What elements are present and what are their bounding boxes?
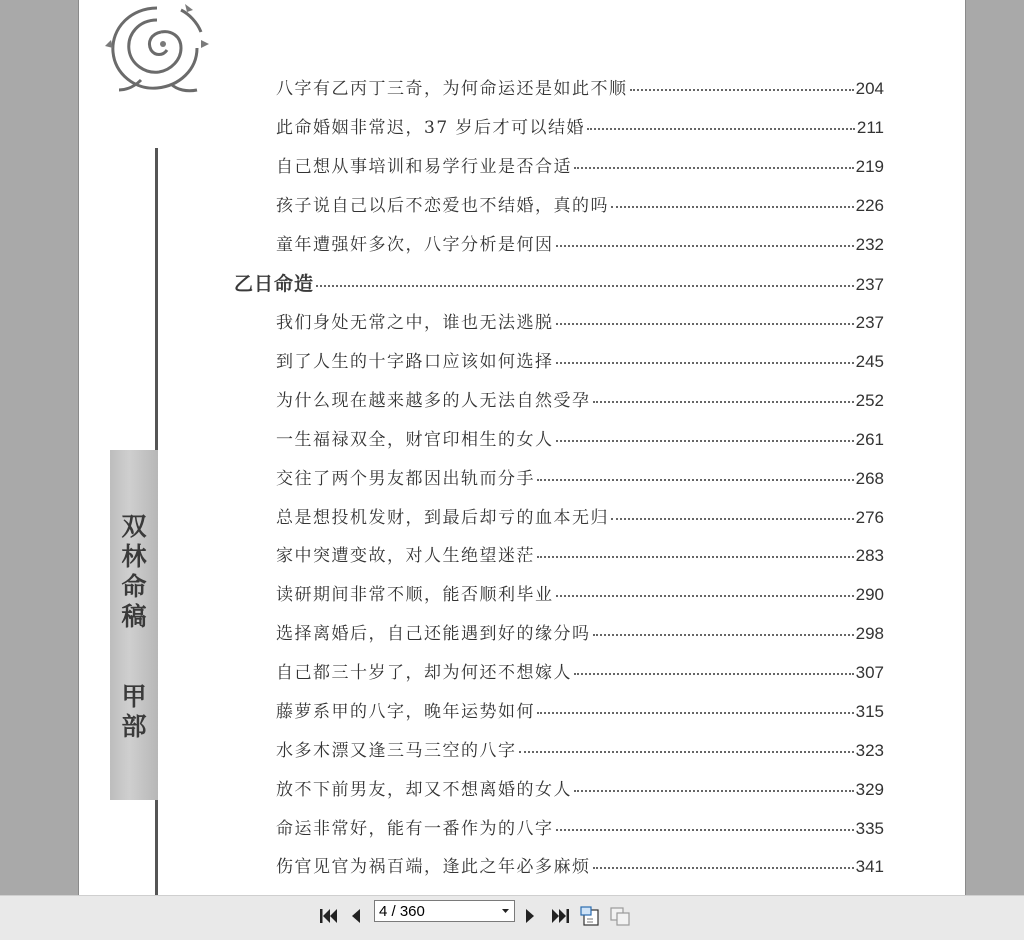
toc-section-title: 乙日命造 — [234, 273, 315, 295]
toc-entry[interactable] — [276, 231, 884, 259]
toc-leader-dots — [519, 735, 854, 753]
toc-leader-dots — [556, 424, 854, 442]
toc-entry[interactable] — [276, 192, 884, 220]
toc-entry-title: 自己都三十岁了，却为何还不想嫁人 — [276, 663, 572, 683]
toc-leader-dots — [316, 269, 854, 287]
toc-entry-page: 268 — [855, 469, 884, 488]
toc-entry-title: 放不下前男友，却又不想离婚的女人 — [276, 780, 572, 800]
side-subtitle-char: 部 — [121, 712, 147, 741]
fit-page-button[interactable] — [578, 903, 602, 929]
toc-leader-dots — [611, 502, 854, 520]
toc-entry-page: 237 — [855, 313, 884, 332]
toc-entry-page: 226 — [855, 196, 884, 215]
toc-entry-title: 八字有乙丙丁三奇，为何命运还是如此不顺 — [276, 79, 628, 99]
toc-entry-title: 我们身处无常之中，谁也无法逃脱 — [276, 313, 554, 333]
toc-entry[interactable] — [276, 465, 884, 493]
toc-entry[interactable] — [276, 387, 884, 415]
fit-page-icon — [579, 905, 601, 927]
toc-leader-dots — [537, 463, 854, 481]
page-indicator: 4 / 360 — [379, 902, 425, 920]
toc-entry-page: 329 — [855, 780, 884, 799]
toc-entry-title: 童年遭强奸多次，八字分析是何因 — [276, 235, 554, 255]
toc-leader-dots — [574, 657, 854, 675]
toc-leader-dots — [574, 151, 854, 169]
previous-page-icon — [349, 907, 363, 925]
next-page-icon — [523, 907, 537, 925]
book-side-subtitle — [110, 682, 158, 742]
toc-entry-page: 283 — [855, 546, 884, 565]
toc-section[interactable] — [234, 270, 884, 298]
toc-entry-title: 家中突遭变故，对人生绝望迷茫 — [276, 546, 535, 566]
first-page-icon — [319, 907, 339, 925]
toc-leader-dots — [593, 618, 854, 636]
toc-entry-title: 一生福禄双全，财官印相生的女人 — [276, 430, 554, 450]
side-title-char: 林 — [121, 542, 147, 571]
toc-entry-page: 315 — [855, 702, 884, 721]
toc-entry-title: 读研期间非常不顺，能否顺利毕业 — [276, 585, 554, 605]
toc-entry-page: 261 — [855, 430, 884, 449]
toc-entry-page: 290 — [855, 585, 884, 604]
last-page-button[interactable] — [548, 903, 572, 929]
toc-entry-page: 307 — [855, 663, 884, 682]
toc-entry-title: 总是想投机发财，到最后却亏的血本无归 — [276, 508, 609, 528]
toc-entry-page: 245 — [855, 352, 884, 371]
toc-entry-page: 252 — [855, 391, 884, 410]
side-subtitle-char: 甲 — [121, 682, 147, 711]
toc-entry-page: 204 — [855, 79, 884, 98]
side-title-char: 命 — [121, 572, 147, 601]
toc-leader-dots — [611, 190, 854, 208]
toc-entry[interactable] — [276, 348, 884, 376]
side-title-char: 稿 — [121, 602, 147, 631]
toc-leader-dots — [556, 229, 854, 247]
toc-entry-page: 298 — [855, 624, 884, 643]
toc-entry[interactable] — [276, 853, 884, 881]
toc-leader-dots — [556, 346, 854, 364]
toc-entry[interactable] — [276, 75, 884, 103]
toc-entry[interactable] — [276, 309, 884, 337]
toc-section-page: 237 — [855, 275, 884, 294]
previous-page-button[interactable] — [346, 903, 366, 929]
first-page-button[interactable] — [318, 903, 340, 929]
toc-entry[interactable] — [276, 737, 884, 765]
toc-entry-title: 藤萝系甲的八字，晚年运势如何 — [276, 702, 535, 722]
toc-entry-title: 水多木漂又逢三马三空的八字 — [276, 741, 517, 761]
toc-entry[interactable] — [276, 581, 884, 609]
toc-entry-page: 232 — [855, 235, 884, 254]
chevron-down-icon — [501, 906, 510, 916]
toc-entry-title: 到了人生的十字路口应该如何选择 — [276, 352, 554, 372]
toc-leader-dots — [593, 851, 854, 869]
dragon-ornament — [101, 0, 213, 95]
toc-leader-dots — [537, 540, 854, 558]
toc-entry[interactable] — [276, 659, 884, 687]
toc-entry-title: 自己想从事培训和易学行业是否合适 — [276, 157, 572, 177]
toc-entry-title: 此命婚姻非常迟，37 岁后才可以结婚 — [276, 118, 586, 138]
page-number-select[interactable] — [374, 900, 515, 922]
toc-leader-dots — [587, 112, 855, 130]
toc-entry-page: 335 — [855, 819, 884, 838]
next-page-button[interactable] — [520, 903, 540, 929]
toc-entry-title: 为什么现在越来越多的人无法自然受孕 — [276, 391, 591, 411]
toc-entry-title: 选择离婚后，自己还能遇到好的缘分吗 — [276, 624, 591, 644]
toc-entry-title: 孩子说自己以后不恋爱也不结婚，真的吗 — [276, 196, 609, 216]
book-side-title — [110, 512, 158, 632]
toc-leader-dots — [630, 73, 854, 91]
toc-entry-page: 341 — [855, 857, 884, 876]
last-page-icon — [550, 907, 570, 925]
two-page-view-icon — [609, 905, 631, 927]
toc-leader-dots — [556, 307, 854, 325]
toc-leader-dots — [556, 579, 854, 597]
toc-entry[interactable] — [276, 776, 884, 804]
toc-entry[interactable] — [276, 815, 884, 843]
toc-entry[interactable] — [276, 620, 884, 648]
toc-leader-dots — [593, 385, 854, 403]
toc-entry[interactable] — [276, 153, 884, 181]
toc-leader-dots — [537, 696, 854, 714]
toc-entry-page: 219 — [855, 157, 884, 176]
toc-entry[interactable] — [276, 698, 884, 726]
two-page-view-button[interactable] — [608, 903, 632, 929]
toc-entry[interactable] — [276, 504, 884, 532]
toc-leader-dots — [574, 774, 854, 792]
toc-entry-title: 命运非常好，能有一番作为的八字 — [276, 819, 554, 839]
toc-entry[interactable] — [276, 114, 884, 142]
side-title-char: 双 — [121, 512, 147, 541]
toc-entry-page: 211 — [856, 118, 884, 137]
toc-entry-title: 交往了两个男友都因出轨而分手 — [276, 469, 535, 489]
toc-leader-dots — [556, 813, 854, 831]
toc-entry-page: 323 — [855, 741, 884, 760]
toc-entry[interactable] — [276, 542, 884, 570]
toc-entry[interactable] — [276, 426, 884, 454]
toc-entry-page: 276 — [855, 508, 884, 527]
toc-entry-title: 伤官见官为祸百端，逢此之年必多麻烦 — [276, 857, 591, 877]
